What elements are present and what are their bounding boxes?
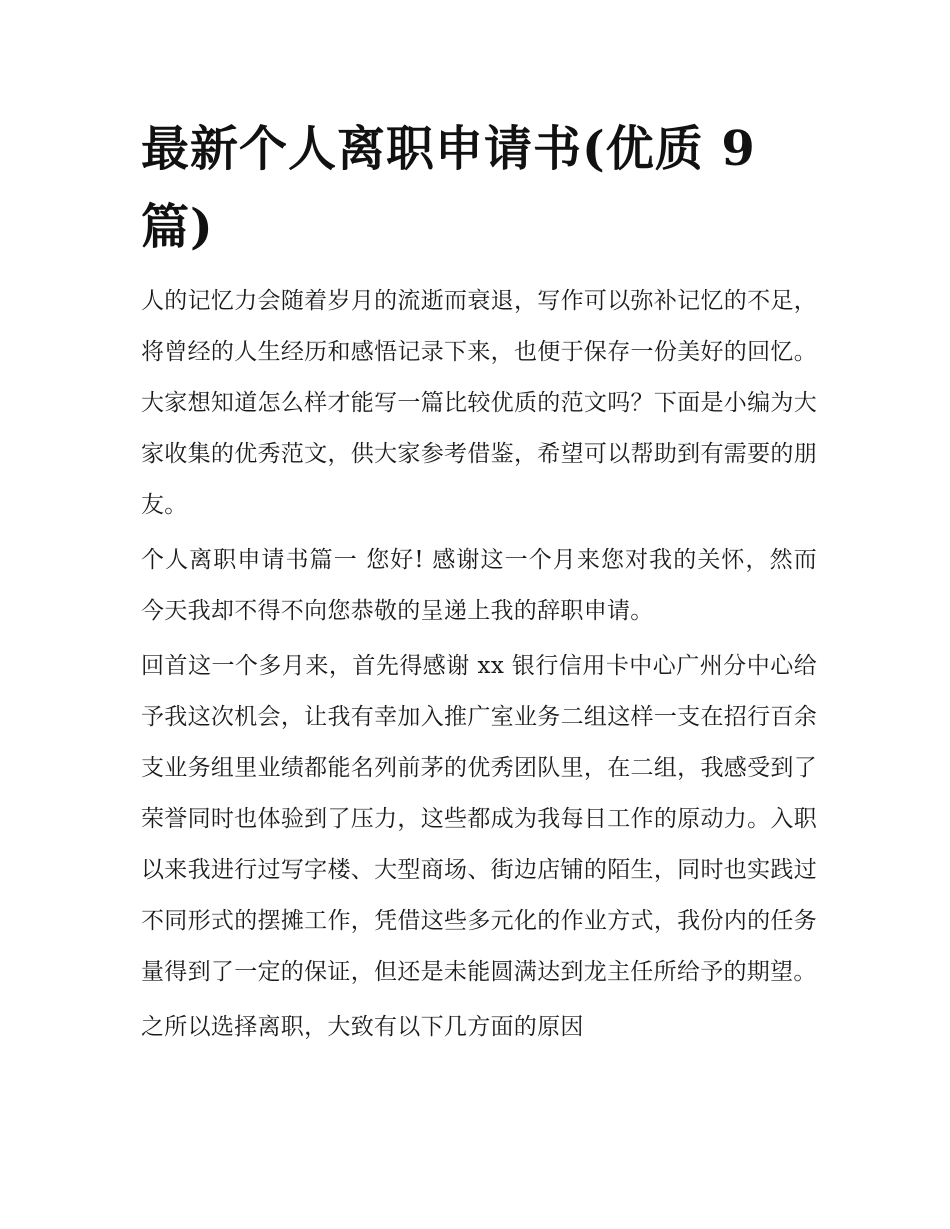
document-title: 最新个人离职申请书(优质 9 篇) xyxy=(141,121,756,255)
reason-intro-paragraph: 之所以选择离职，大致有以下几方面的原因 xyxy=(141,1014,584,1040)
letter-opening-paragraph: 个人离职申请书篇一 您好! 感谢这一个月来您对我的关怀，然而今天我却不得不向您恭敬的呈递上我的辞职申请。 xyxy=(141,547,817,624)
review-paragraph: 回首这一个多月来，首先得感谢 xx 银行信用卡中心广州分中心给予我这次机会，让我有幸加入推广室业务二组这样一支在招行百余支业务组里业绩都能名列前茅的优秀团队里，在二组，我感受到了荣誉同时也体验到了压力，这些都成为我每日工作的原动力。入职以来我进行过写字楼、大型商场、街边店铺的陌生，同时也实践过不同形式的摆摊工作，凭借这些多元化的作业方式，我份内的任务量得到了一定的保证，但还是未能圆满达到龙主任所给予的期望。 xyxy=(141,653,817,985)
intro-paragraph: 人的记忆力会随着岁月的流逝而衰退，写作可以弥补记忆的不足，将曾经的人生经历和感悟记录下来，也便于保存一份美好的回忆。大家想知道怎么样才能写一篇比较优质的范文吗？下面是小编为大家收集的优秀范文，供大家参考借鉴，希望可以帮助到有需要的朋友。 xyxy=(141,288,817,518)
document-body xyxy=(141,276,817,1057)
